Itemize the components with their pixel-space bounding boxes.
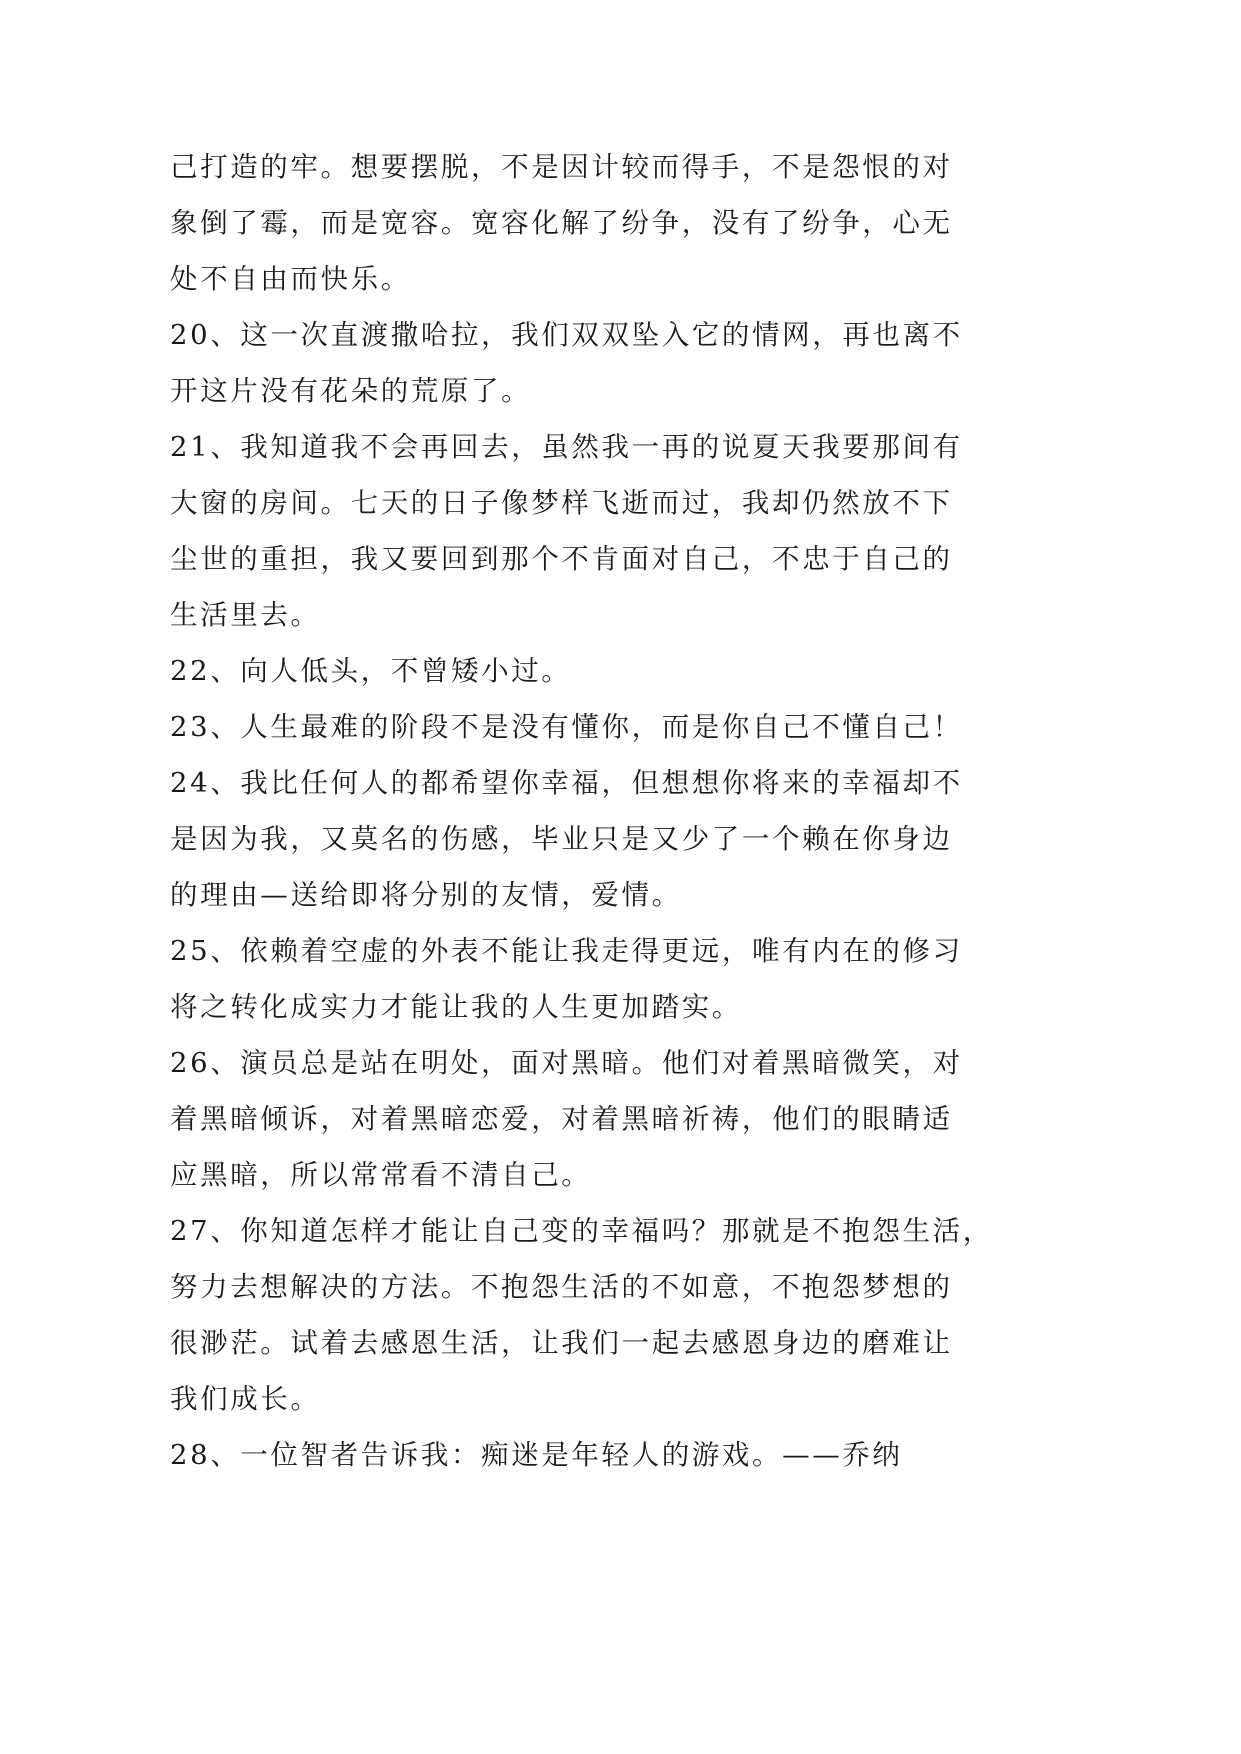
text-line: 将之转化成实力才能让我的人生更加踏实。 xyxy=(170,991,742,1023)
text-line: 尘世的重担，我又要回到那个不肯面对自己，不忠于自己的 xyxy=(170,543,953,575)
text-line: 象倒了霉，而是宽容。宽容化解了纷争，没有了纷争，心无 xyxy=(170,207,953,239)
text-line: 的理由—送给即将分别的友情，爱情。 xyxy=(170,879,682,911)
text-line: 我们成长。 xyxy=(170,1383,321,1415)
text-line: 努力去想解决的方法。不抱怨生活的不如意，不抱怨梦想的 xyxy=(170,1271,953,1303)
text-line: 是因为我，又莫名的伤感，毕业只是又少了一个赖在你身边 xyxy=(170,823,953,855)
document-body xyxy=(170,139,993,1483)
text-line: 26、演员总是站在明处，面对黑暗。他们对着黑暗微笑，对 xyxy=(170,1047,963,1079)
text-line: 27、你知道怎样才能让自己变的幸福吗？那就是不抱怨生活， xyxy=(170,1215,993,1247)
text-line: 23、人生最难的阶段不是没有懂你，而是你自己不懂自己！ xyxy=(170,711,963,743)
text-line: 开这片没有花朵的荒原了。 xyxy=(170,375,532,407)
text-line: 处不自由而快乐。 xyxy=(170,263,411,295)
text-line: 很渺茫。试着去感恩生活，让我们一起去感恩身边的磨难让 xyxy=(170,1327,953,1359)
text-line: 大窗的房间。七天的日子像梦样飞逝而过，我却仍然放不下 xyxy=(170,487,953,519)
text-line: 22、向人低头，不曾矮小过。 xyxy=(170,655,572,687)
text-line: 21、我知道我不会再回去，虽然我一再的说夏天我要那间有 xyxy=(170,431,963,463)
text-line: 28、一位智者告诉我：痴迷是年轻人的游戏。——乔纳 xyxy=(170,1439,903,1471)
text-line: 25、依赖着空虚的外表不能让我走得更远，唯有内在的修习 xyxy=(170,935,963,967)
text-line: 24、我比任何人的都希望你幸福，但想想你将来的幸福却不 xyxy=(170,767,963,799)
text-line: 着黑暗倾诉，对着黑暗恋爱，对着黑暗祈祷，他们的眼睛适 xyxy=(170,1103,953,1135)
text-line: 生活里去。 xyxy=(170,599,321,631)
text-line: 20、这一次直渡撒哈拉，我们双双坠入它的情网，再也离不 xyxy=(170,319,963,351)
text-line: 己打造的牢。想要摆脱，不是因计较而得手，不是怨恨的对 xyxy=(170,151,953,183)
text-line: 应黑暗，所以常常看不清自己。 xyxy=(170,1159,592,1191)
